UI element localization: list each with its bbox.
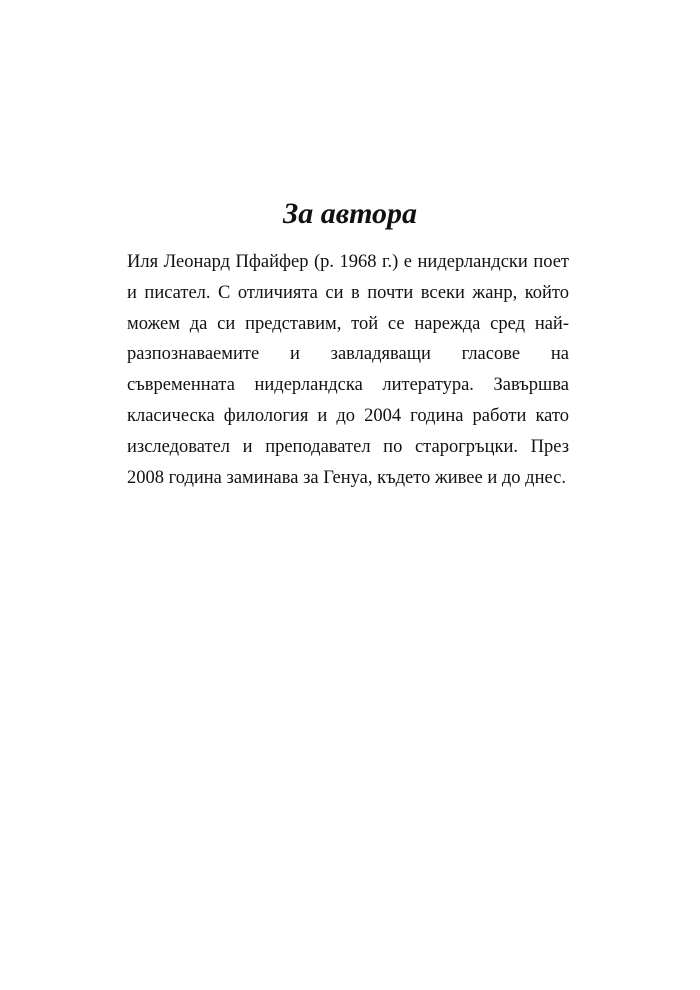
paragraph-line: можем да си представим, той се нарежда сред най- (127, 313, 569, 334)
paragraph-line: Иля Леонард Пфайфер (р. 1968 г.) е нидерландски поет (127, 252, 569, 272)
author-bio-paragraph (127, 247, 569, 493)
paragraph-line: изследовател и преподавател по старогръцки. През (127, 436, 569, 457)
paragraph-line: съвременната нидерландска литература. Завършва (127, 375, 569, 396)
paragraph-line: и писател. С отличията си в почти всеки жанр, който (127, 282, 569, 303)
paragraph-line: разпознаваемите и завладяващи гласове на (127, 344, 569, 365)
paragraph-line: класическа филология и до 2004 година работи като (127, 405, 569, 426)
section-title: За автора (282, 197, 418, 230)
paragraph-line: 2008 година заминава за Генуа, където живее и до днес. (127, 467, 566, 488)
